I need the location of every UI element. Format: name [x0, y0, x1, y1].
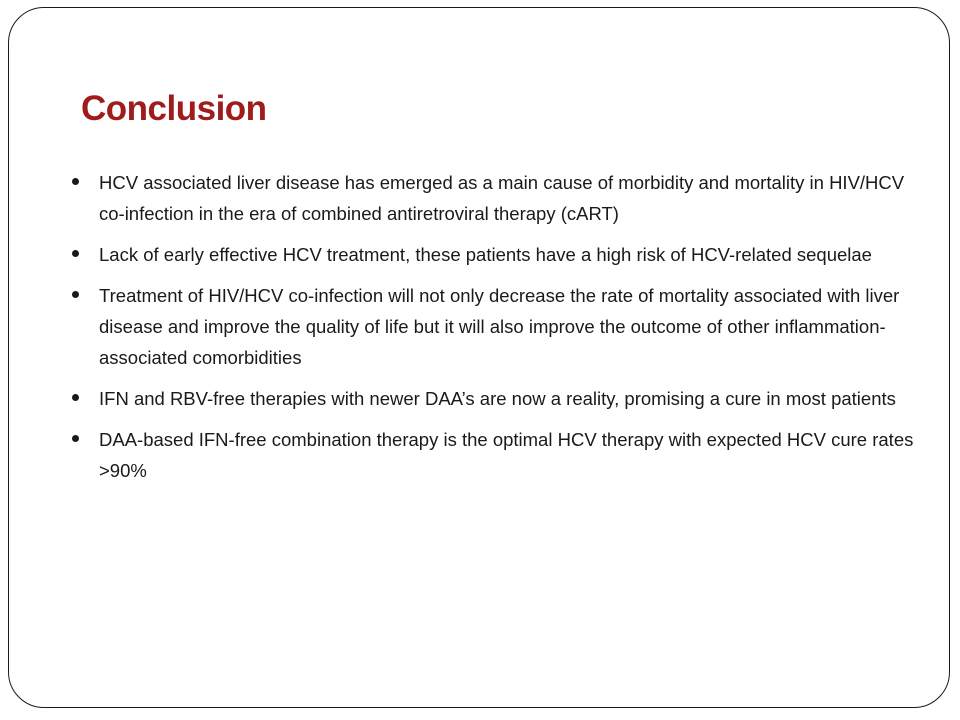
- bullet-item: [72, 167, 914, 229]
- bullet-text: IFN and RBV-free therapies with newer DAA’s are now a reality, promising a cure in most patients: [99, 388, 896, 409]
- bullet-dot-icon: [72, 250, 79, 257]
- bullet-item: [72, 280, 914, 373]
- bullet-text: HCV associated liver disease has emerged as a main cause of morbidity and mortality in HIV/HCV co-infection in the era of combined antiretroviral therapy (cART): [99, 172, 905, 224]
- bullet-item: [72, 424, 914, 486]
- bullet-item: [72, 239, 914, 270]
- bullet-item: [72, 383, 914, 414]
- bullet-dot-icon: [72, 435, 79, 442]
- bullet-list: [72, 167, 914, 496]
- bullet-dot-icon: [72, 178, 79, 185]
- slide-title: Conclusion: [81, 89, 267, 128]
- bullet-dot-icon: [72, 291, 79, 298]
- bullet-text: DAA-based IFN-free combination therapy is the optimal HCV therapy with expected HCV cure rates >90%: [99, 429, 914, 481]
- bullet-dot-icon: [72, 394, 79, 401]
- bullet-text: Treatment of HIV/HCV co-infection will not only decrease the rate of mortality associated with liver disease and improve the quality of life but it will also improve the outcome of other inflammation-associated comorbidities: [99, 285, 900, 368]
- bullet-text: Lack of early effective HCV treatment, these patients have a high risk of HCV-related sequelae: [99, 244, 872, 265]
